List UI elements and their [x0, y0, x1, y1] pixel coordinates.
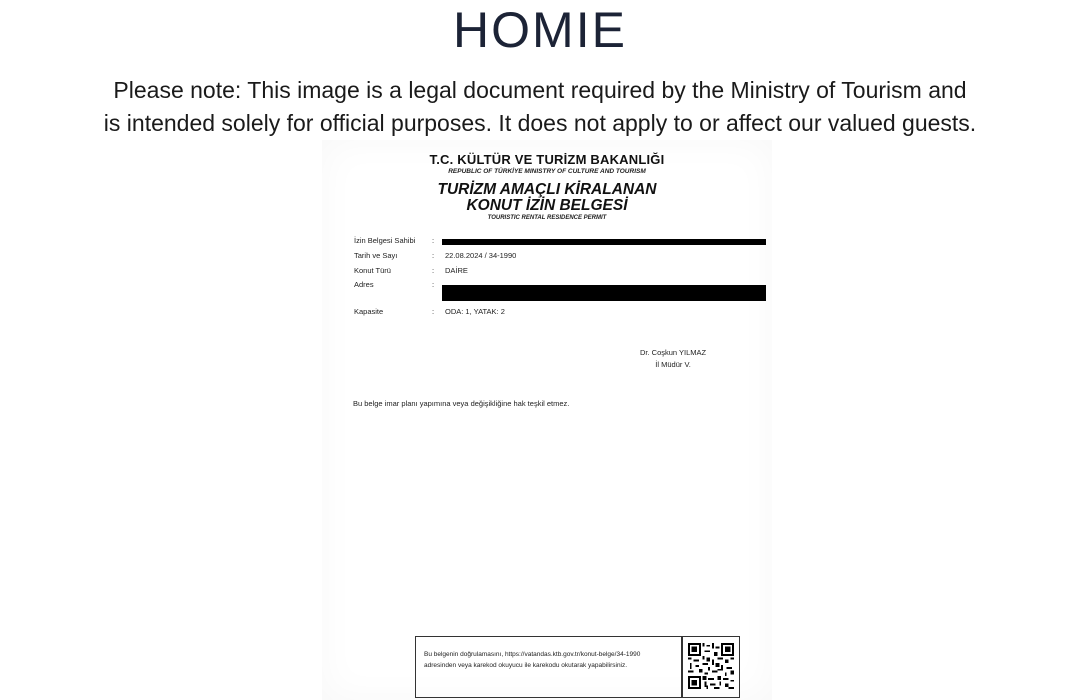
legal-notice	[0, 74, 1080, 140]
field-label: Konut Türü	[354, 266, 391, 275]
redaction-bar	[442, 239, 766, 245]
brand-logo: HOMIE	[453, 2, 627, 58]
signer-title: İl Müdür V.	[655, 360, 691, 369]
field-colon: :	[432, 280, 435, 289]
redaction-bar	[442, 285, 766, 301]
field-value: DAİRE	[445, 266, 468, 275]
legal-notice-line-1: Please note: This image is a legal document required by the Ministry of Tourism and	[113, 77, 967, 103]
disclaimer-text: Bu belge imar planı yapımına veya değişikliğine hak teşkil etmez.	[353, 399, 570, 408]
field-value: 22.08.2024 / 34-1990	[445, 251, 517, 260]
field-colon: :	[432, 307, 435, 316]
field-value: ODA: 1, YATAK: 2	[445, 307, 505, 316]
permit-title-line-1: TURİZM AMAÇLI KİRALANAN	[437, 181, 657, 198]
permit-title-line-2: KONUT İZİN BELGESİ	[466, 197, 628, 214]
legal-notice-line-2: is intended solely for official purposes. It does not apply to or affect our valued guests.	[103, 110, 977, 136]
permit-document	[322, 140, 772, 700]
qr-code-icon[interactable]	[688, 643, 734, 689]
document-header	[322, 152, 772, 221]
field-label: Kapasite	[354, 307, 384, 316]
field-colon: :	[432, 236, 435, 245]
verification-box	[415, 636, 740, 698]
field-label: Tarih ve Sayı	[354, 251, 398, 260]
ministry-name-english: REPUBLIC OF TÜRKİYE MINISTRY OF CULTURE AND TOURISM	[448, 168, 646, 175]
verification-divider	[681, 637, 683, 697]
field-colon: :	[432, 251, 435, 260]
verification-line-2: adresinden veya karekod okuyucu ile karekodu okutarak yapabilirsiniz.	[424, 662, 628, 669]
ministry-name: T.C. KÜLTÜR VE TURİZM BAKANLIĞI	[429, 152, 665, 167]
signer-name: Dr. Coşkun YILMAZ	[640, 348, 707, 357]
signer-block	[640, 347, 706, 371]
field-label: İzin Belgesi Sahibi	[354, 236, 416, 245]
permit-title	[322, 182, 772, 214]
field-label: Adres	[354, 280, 374, 289]
verification-text	[424, 649, 674, 671]
permit-title-english: TOURISTIC RENTAL RESIDENCE PERMIT	[487, 215, 607, 221]
verification-line-1: Bu belgenin doğrulamasını, https://vatandas.ktb.gov.tr/konut-belge/34-1990	[424, 651, 641, 658]
field-colon: :	[432, 266, 435, 275]
